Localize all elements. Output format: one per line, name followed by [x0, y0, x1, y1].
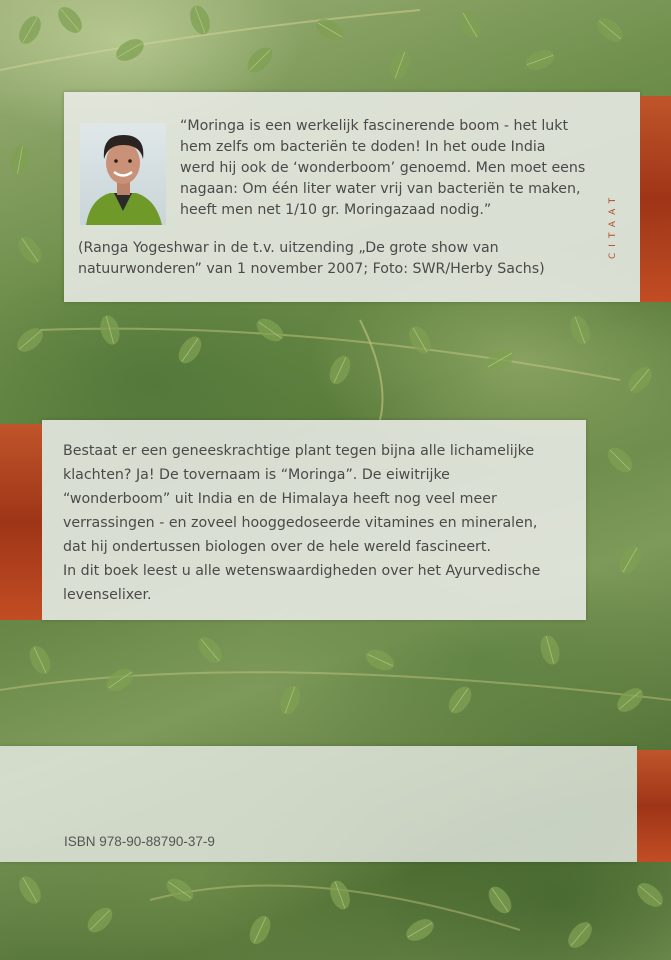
intro-line: In dit boek leest u alle wetenswaardigheden over het Ayurvedische	[63, 563, 541, 579]
intro-line: dat hij ondertussen biologen over de hele wereld fascineert.	[63, 539, 491, 555]
source-line: natuurwonderen” van 1 november 2007; Foto: SWR/Herby Sachs)	[78, 261, 545, 277]
quote-line: nagaan: Om één liter water vrij van bacteriën te maken,	[180, 181, 581, 197]
quote-line: werd hij ook de ‘wonderboom’ genoemd. Men moet eens	[180, 160, 586, 176]
intro-line: Bestaat er een geneeskrachtige plant tegen bijna alle lichamelijke	[63, 443, 535, 459]
quote-line: heeft men net 1/10 gr. Moringazaad nodig.”	[180, 202, 492, 218]
isbn-number: ISBN 978-90-88790-37-9	[64, 834, 215, 849]
quote-line: hem zelfs om bacteriën te doden! In het oude India	[180, 139, 546, 155]
citaat-label: CITAAT	[608, 191, 618, 259]
isbn-accent-tab	[637, 750, 671, 862]
quote-source	[78, 238, 630, 280]
intro-accent-tab	[0, 424, 42, 620]
quote-text	[180, 116, 630, 221]
intro-text	[63, 439, 579, 607]
quote-line: “Moringa is een werkelijk fascinerende boom - het lukt	[180, 118, 569, 134]
source-line: (Ranga Yogeshwar in de t.v. uitzending „De grote show van	[78, 240, 499, 256]
intro-line: “wonderboom” uit India en de Himalaya heeft nog veel meer	[63, 491, 497, 507]
author-photo	[80, 123, 166, 225]
intro-line: klachten? Ja! De tovernaam is “Moringa”. De eiwitrijke	[63, 467, 450, 483]
intro-line: verrassingen - en zoveel hooggedoseerde vitamines en mineralen,	[63, 515, 538, 531]
intro-line: levenselixer.	[63, 587, 152, 603]
